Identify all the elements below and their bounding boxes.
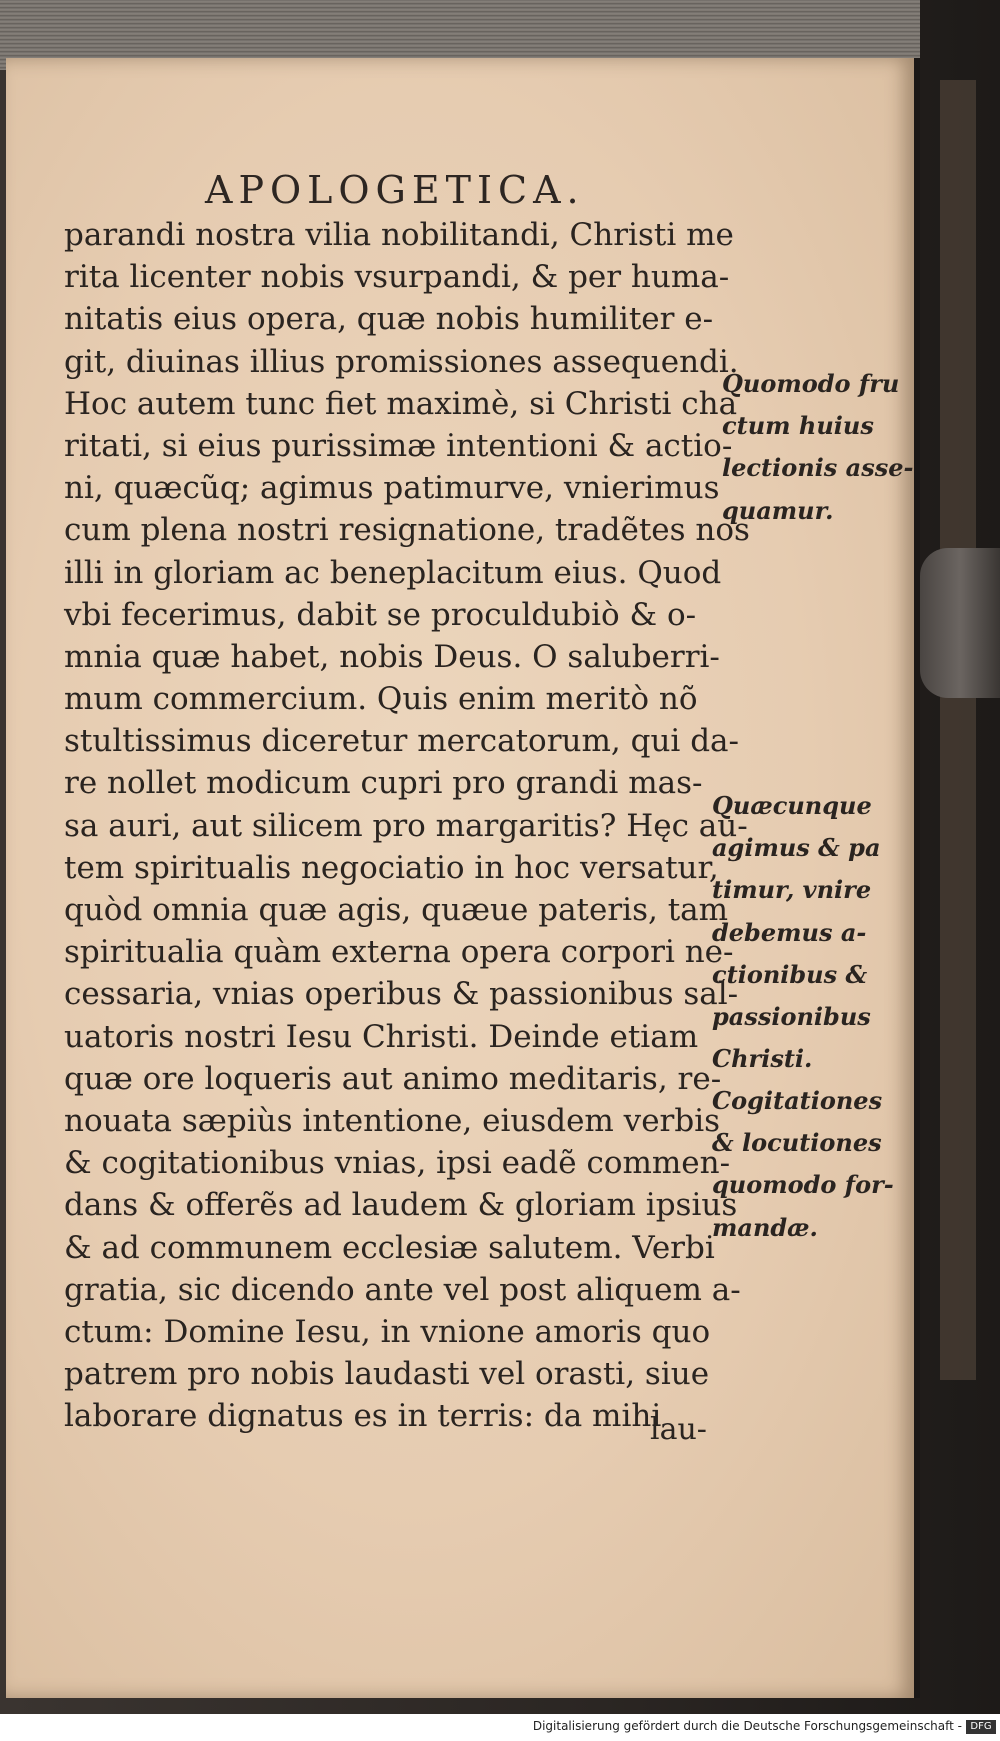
text-line: tem spiritualis negociatio in hoc versatur, bbox=[64, 849, 719, 886]
text-line: laborare dignatus es in terris: da mihi bbox=[64, 1398, 662, 1435]
footer-credit: Digitalisierung gefördert durch die Deutsche Forschungsgemeinschaft - bbox=[532, 1719, 962, 1733]
book-clasp bbox=[920, 548, 1000, 698]
text-line: mnia quæ habet, nobis Deus. O saluberri- bbox=[64, 638, 720, 675]
text-line: quæ ore loqueris aut animo meditaris, re- bbox=[64, 1060, 722, 1097]
text-line: cum plena nostri resignatione, tradẽtes nos bbox=[64, 512, 750, 549]
text-line: parandi nostra vilia nobilitandi, Christi me bbox=[64, 217, 734, 253]
text-line: stultissimus diceretur mercatorum, qui da- bbox=[64, 723, 739, 760]
marginal-line: debemus a- bbox=[712, 917, 867, 947]
text-line: git, diuinas illius promissiones assequendi. bbox=[64, 343, 739, 380]
text-line: sa auri, aut silicem pro margaritis? Hęc au- bbox=[64, 807, 748, 844]
binding-strap bbox=[940, 80, 976, 1380]
text-line: quòd omnia quæ agis, quæue pateris, tam bbox=[64, 892, 729, 928]
text-line: uatoris nostri Iesu Christi. Deinde etiam bbox=[64, 1018, 699, 1055]
text-line: ni, quæcũq; agimus patimurve, vnierimus bbox=[64, 470, 720, 507]
marginal-line: mandæ. bbox=[712, 1212, 818, 1242]
marginal-note-thoughts bbox=[712, 1080, 894, 1249]
marginal-line: quamur. bbox=[722, 495, 834, 525]
text-line: dans & offerẽs ad laudem & gloriam ipsius bbox=[64, 1187, 738, 1224]
catchword: lau- bbox=[650, 1412, 707, 1447]
text-line: mum commercium. Quis enim meritò nõ bbox=[64, 681, 698, 718]
text-line: vbi fecerimus, dabit se proculdubiò & o- bbox=[64, 596, 697, 633]
text-line: ritati, si eius purissimæ intentioni & actio- bbox=[64, 427, 733, 464]
text-line: Hoc autem tunc fiet maximè, si Christi cha bbox=[64, 385, 738, 422]
text-line: re nollet modicum cupri pro grandi mas- bbox=[64, 765, 703, 802]
marginal-line: ctionibus & bbox=[712, 959, 868, 989]
text-line: patrem pro nobis laudasti vel orasti, siue bbox=[64, 1356, 710, 1393]
marginal-line: Quæcunque bbox=[712, 791, 872, 820]
text-line: cessaria, vnias operibus & passionibus sal- bbox=[64, 976, 739, 1013]
running-title: APOLOGETICA. bbox=[205, 168, 585, 212]
marginal-line: Quomodo fru bbox=[722, 369, 900, 398]
marginal-line: Christi. bbox=[712, 1044, 813, 1074]
text-line: & ad communem ecclesiæ salutem. Verbi bbox=[64, 1229, 715, 1266]
text-line: illi in gloriam ac beneplacitum eius. Quod bbox=[64, 554, 722, 591]
text-line: nouata sæpiùs intentione, eiusdem verbis bbox=[64, 1102, 721, 1139]
marginal-line: ctum huius bbox=[722, 411, 874, 441]
text-line: ctum: Domine Iesu, in vnione amoris quo bbox=[64, 1313, 711, 1350]
marginal-line: timur, vnire bbox=[712, 875, 872, 905]
text-line: rita licenter nobis vsurpandi, & per huma- bbox=[64, 259, 730, 296]
marginal-line: lectionis asse- bbox=[722, 453, 914, 483]
marginal-line: passionibus bbox=[712, 1001, 871, 1031]
text-line: nitatis eius opera, quæ nobis humiliter e- bbox=[64, 301, 714, 338]
dfg-logo: DFG bbox=[966, 1720, 996, 1734]
marginal-line: agimus & pa bbox=[712, 833, 881, 863]
marginal-note-fruit bbox=[722, 363, 913, 532]
text-line: gratia, sic dicendo ante vel post aliquem a- bbox=[64, 1271, 741, 1308]
text-line: & cogitationibus vnias, ipsi eadẽ commen- bbox=[64, 1145, 731, 1182]
marginal-line: quomodo for- bbox=[712, 1170, 894, 1200]
marginal-note-unite bbox=[712, 785, 881, 1080]
text-line: spiritualia quàm externa opera corpori ne- bbox=[64, 934, 734, 971]
digitization-footer bbox=[0, 1714, 1000, 1741]
marginal-line: & locutiones bbox=[712, 1128, 882, 1158]
main-text-block bbox=[64, 214, 750, 1437]
marginal-line: Cogitationes bbox=[712, 1086, 883, 1115]
